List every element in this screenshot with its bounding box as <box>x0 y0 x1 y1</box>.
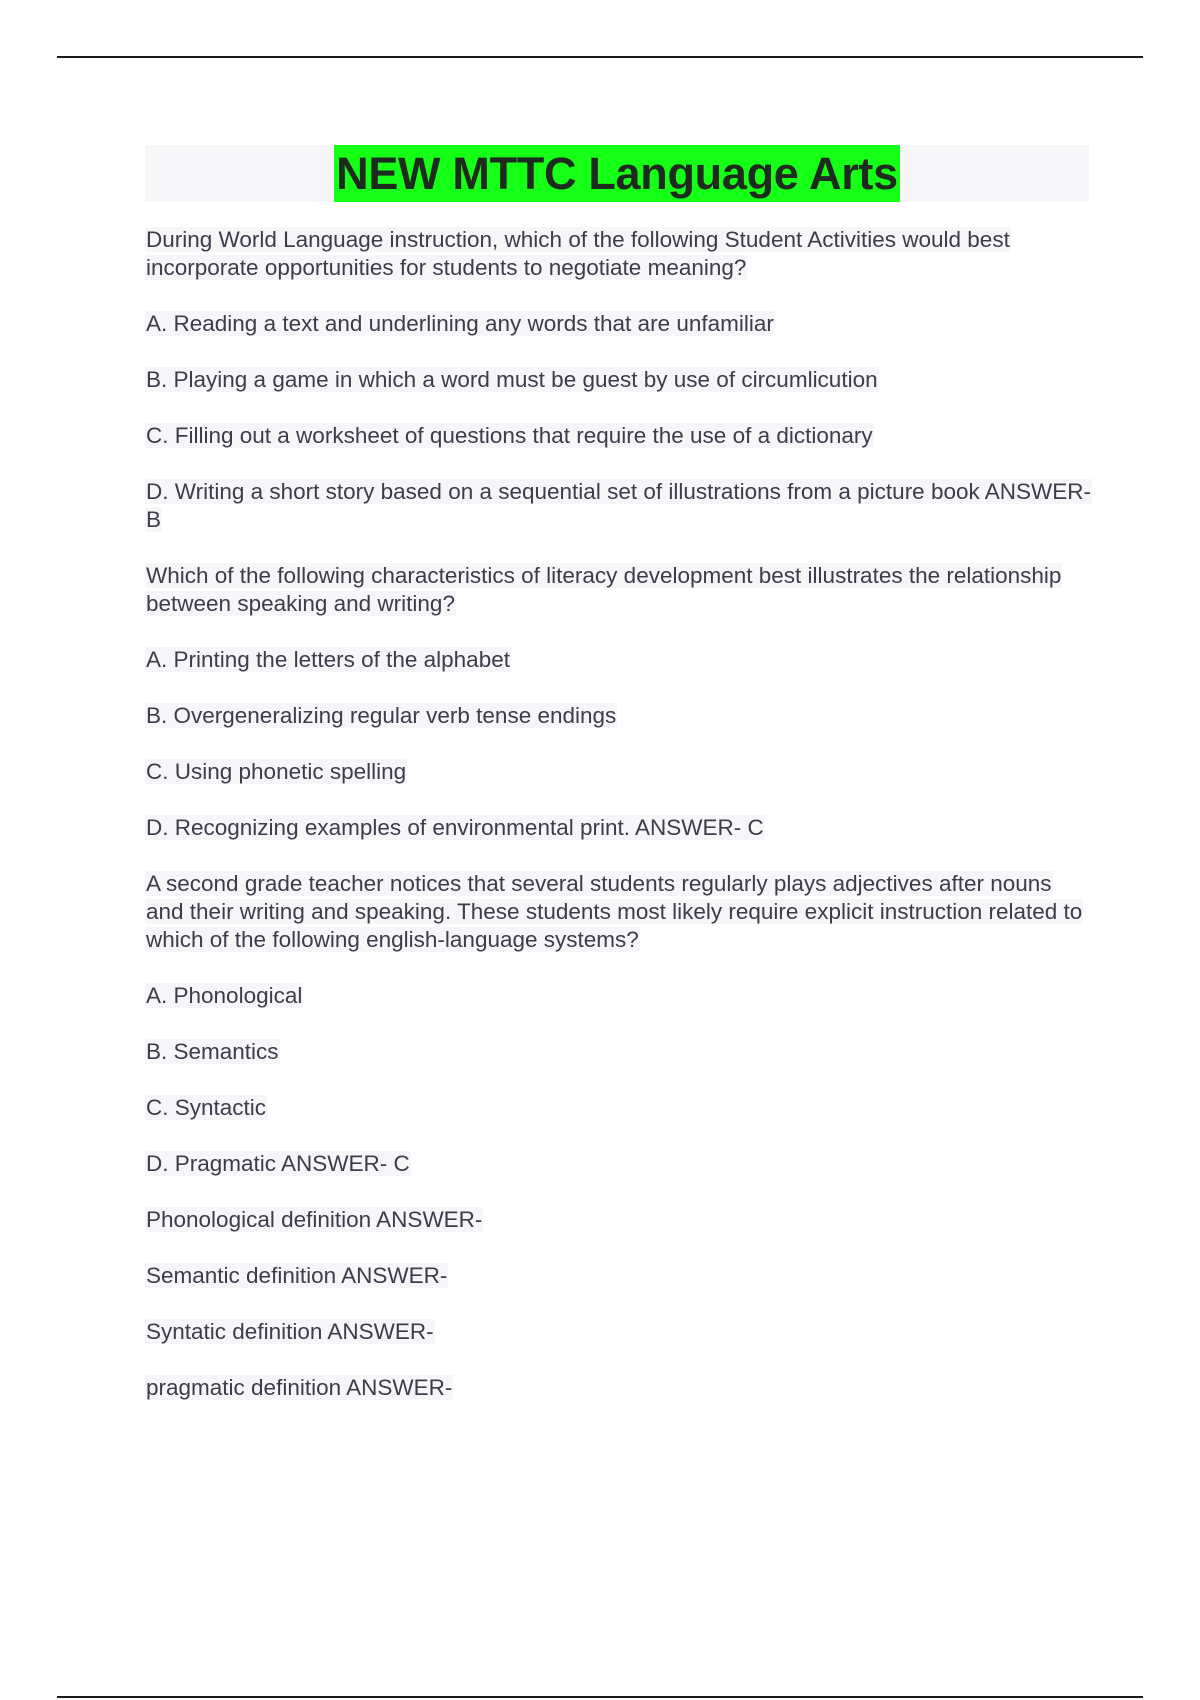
question-3-option-a: A. Phonological <box>146 983 303 1008</box>
question-2-option-a: A. Printing the letters of the alphabet <box>146 647 510 672</box>
question-1-stem: During World Language instruction, which of the following Student Activities would best incorporate opportunities for students to negotiate meaning? <box>146 227 1010 280</box>
question-1-option-b: B. Playing a game in which a word must be guest by use of circumlicution <box>146 367 878 392</box>
semantic-definition: Semantic definition ANSWER- <box>146 1263 448 1288</box>
question-3-option-b: B. Semantics <box>146 1039 279 1064</box>
question-3-stem: A second grade teacher notices that several students regularly plays adjectives after nouns and their writing and speaking. These students most likely require explicit instruction related to which of the following english-language systems? <box>146 871 1083 952</box>
question-2-option-b: B. Overgeneralizing regular verb tense endings <box>146 703 617 728</box>
question-2-option-d: D. Recognizing examples of environmental print. ANSWER- C <box>146 815 764 840</box>
document-body <box>145 226 1095 1402</box>
title-band <box>145 145 1089 202</box>
phonological-definition: Phonological definition ANSWER- <box>146 1207 483 1232</box>
question-3-option-d: D. Pragmatic ANSWER- C <box>146 1151 410 1176</box>
question-1-option-a: A. Reading a text and underlining any words that are unfamiliar <box>146 311 774 336</box>
question-3-option-c: C. Syntactic <box>146 1095 267 1120</box>
question-2-option-c: C. Using phonetic spelling <box>146 759 407 784</box>
document-title: NEW MTTC Language Arts <box>334 145 900 202</box>
bottom-rule <box>57 1696 1143 1698</box>
question-1-option-c: C. Filling out a worksheet of questions that require the use of a dictionary <box>146 423 873 448</box>
question-2-stem: Which of the following characteristics of literacy development best illustrates the relationship between speaking and writing? <box>146 563 1062 616</box>
syntatic-definition: Syntatic definition ANSWER- <box>146 1319 434 1344</box>
top-rule <box>57 56 1143 58</box>
pragmatic-definition: pragmatic definition ANSWER- <box>146 1375 453 1400</box>
question-1-option-d: D. Writing a short story based on a sequential set of illustrations from a picture book ANSWER- B <box>146 479 1091 532</box>
